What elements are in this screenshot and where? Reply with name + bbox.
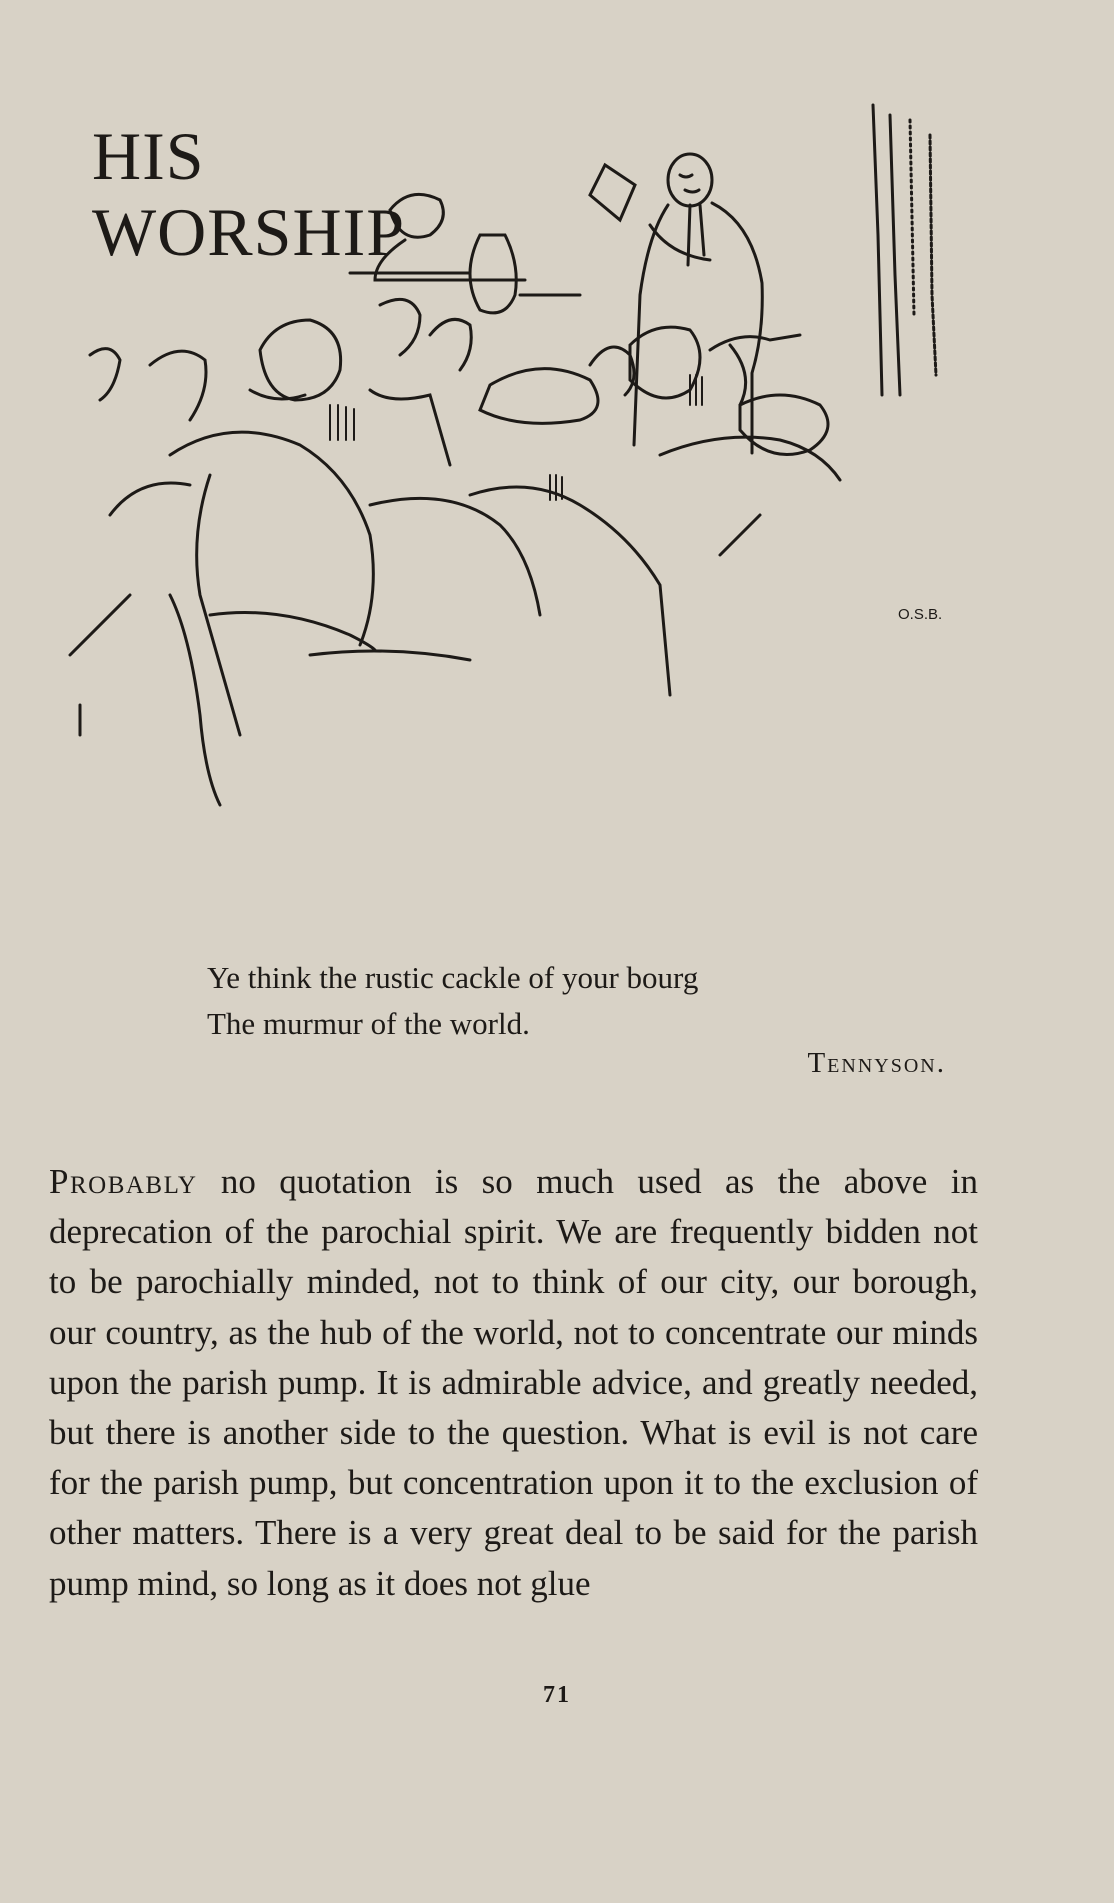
crowd-head	[260, 320, 341, 400]
crowd-head	[380, 299, 420, 355]
body-text: no quotation is so much used as the above in deprecation of the parochial spirit. We are frequently bidden not to be parochially minded, not to think of our city, our borough, our country, as the hub of the world, not to concentrate our minds upon the parish pump. It is admirable advice, and greatly needed, but there is another side to the question. What is evil is not care for the parish pump, but concentration upon it to the exclusion of other matters. There is a very great deal to be said for the parish pump mind, so long as it does not glue	[49, 1162, 978, 1603]
speaker-paper	[590, 165, 635, 220]
crowd-head	[430, 319, 471, 370]
crowd-head	[590, 347, 634, 395]
epigraph-line-2: The murmur of the world.	[207, 1006, 530, 1041]
title-line-1: HIS	[92, 118, 205, 194]
epigraph-attribution: Tennyson.	[807, 1047, 946, 1079]
page-number: 71	[543, 1682, 571, 1708]
flask	[470, 235, 516, 313]
courtroom-illustration	[50, 95, 980, 895]
crowd-hat	[480, 369, 598, 424]
pillar-line	[873, 105, 882, 395]
body-lead-word: Probably	[49, 1162, 198, 1201]
epigraph	[207, 955, 698, 1047]
pillar-hatch	[930, 135, 936, 375]
clerk-head	[390, 194, 443, 237]
crowd-head	[90, 349, 120, 400]
epigraph-line-1: Ye think the rustic cackle of your bourg	[207, 960, 699, 995]
body-paragraph	[49, 1157, 978, 1609]
pillar-hatch	[910, 120, 914, 315]
title-line-2: WORSHIP	[92, 194, 406, 270]
illustrator-signature: O.S.B.	[898, 606, 943, 623]
speaker-head	[668, 154, 712, 206]
crowd-head	[150, 351, 206, 420]
pillar-line	[890, 115, 900, 395]
